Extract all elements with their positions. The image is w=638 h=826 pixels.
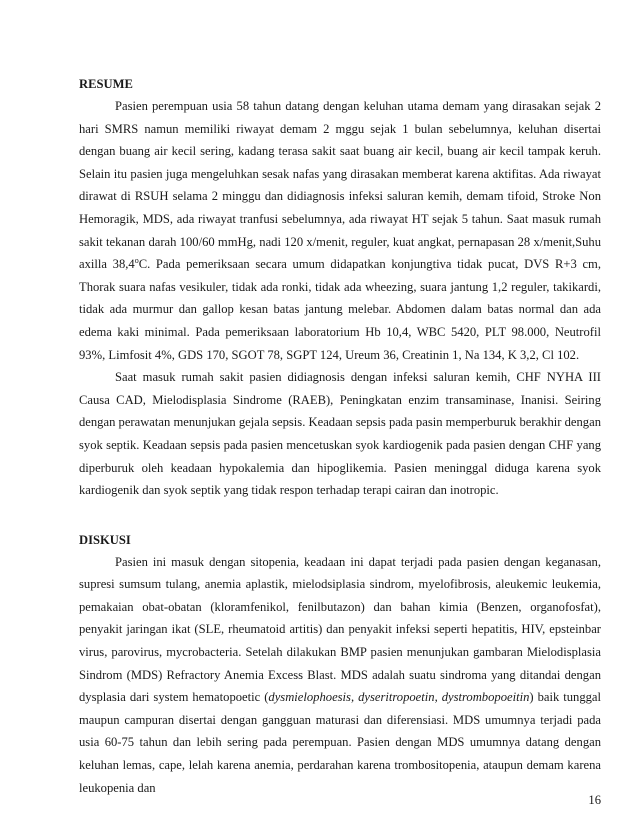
page-number: 16 [588, 793, 601, 807]
resume-paragraph-1 [79, 95, 601, 366]
resume-heading: RESUME [79, 77, 133, 91]
degree-superscript: o [134, 255, 139, 265]
diskusi-paragraph-1-italic: dysmielophoesis, dyseritropoetin, dystrombopoeitin [268, 690, 530, 705]
diskusi-heading: DISKUSI [79, 532, 131, 547]
page-content [79, 73, 601, 799]
resume-paragraph-1-text: Pasien perempuan usia 58 tahun datang dengan keluhan utama demam yang dirasakan sejak 2 hari SMRS namun memiliki riwayat demam 2 mggu sejak 1 bulan sebelumnya, keluhan disertai dengan buang air kecil sering, kadang terasa sakit saat buang air kecil, buang air kecil tampak keruh. Selain itu pasien juga mengeluhkan sesak nafas yang dirasakan memberat karena aktifitas. Ada riwayat dirawat di RSUH selama 2 minggu dan didiagnosis infeksi saluran kemih, demam tifoid, Stroke Non Hemoragik, MDS, ada riwayat tranfusi sebelumnya, ada riwayat HT sejak 5 tahun. Saat masuk rumah sakit tekanan darah 100/60 mmHg, nadi 120 x/menit, reguler, kuat angkat, pernapasan 28 x/menit,Suhu axilla 38,4 [79, 99, 601, 272]
diskusi-paragraph-1-b: ) baik tunggal maupun campuran disertai dengan gangguan maturasi dan diferensiasi. MDS umumnya terjadi pada usia 60-75 tahun dan lebih sering pada perempuan. Pasien dengan MDS umumnya datang dengan keluhan lemas, cape, lelah karena anemia, perdarahan karena trombositopenia, ataupun demam karena leukopenia dan [79, 690, 602, 795]
diskusi-paragraph-1 [79, 551, 601, 800]
diskusi-paragraph-1-a: Pasien ini masuk dengan sitopenia, keadaan ini dapat terjadi pada pasien dengan keganasan, supresi sumsum tulang, anemia aplastik, mielodsiplasia sindrom, myelofibrosis, aleukemic leukemia, pemakaian obat-obatan (kloramfenikol, fenilbutazon) dan bahan kimia (Benzen, organofosfat), penyakit jaringan ikat (SLE, rheumatoid artitis) dan penyakit infeksi seperti hepatitis, HIV, epsteinbar virus, parovirus, mycrobacteria. Setelah dilakukan BMP pasien menunjukan gambaran Mielodisplasia Sindrom (MDS) Refractory Anemia Excess Blast. MDS adalah suatu sindroma yang ditandai dengan dysplasia dari system hematopoetic ( [79, 554, 601, 705]
resume-paragraph-1-continued: C. Pada pemeriksaan secara umum didapatkan konjungtiva tidak pucat, DVS R+3 cm, Thorak suara nafas vesikuler, tidak ada ronki, tidak ada wheezing, suara jantung 1,2 reguler, takikardi, tidak ada murmur dan gallop kesan batas jantung melebar. Abdomen dalam batas normal dan ada edema kaki minimal. Pada pemeriksaan laboratorium Hb 10,4, WBC 5420, PLT 98.000, Neutrofil 93%, Limfosit 4%, GDS 170, SGOT 78, SGPT 124, Ureum 36, Creatinin 1, Na 134, K 3,2, Cl 102. [79, 257, 602, 362]
section-gap [79, 502, 601, 529]
resume-paragraph-2: Saat masuk rumah sakit pasien didiagnosis dengan infeksi saluran kemih, CHF NYHA III Causa CAD, Mielodisplasia Sindrome (RAEB), Peningkatan enzim transaminase, Inanisi. Seiring dengan perawatan menunjukan gejala sepsis. Keadaan sepsis pada pasin memperburuk berakhir dengan syok septik. Keadaan sepsis pada pasien mencetuskan syok kardiogenik pada pasien dengan CHF yang diperburuk oleh keadaan hypokalemia dan hipoglikemia. Pasien meninggal diduga karena syok kardiogenik dan syok septik yang tidak respon terhadap terapi cairan dan inotropic. [79, 370, 601, 498]
